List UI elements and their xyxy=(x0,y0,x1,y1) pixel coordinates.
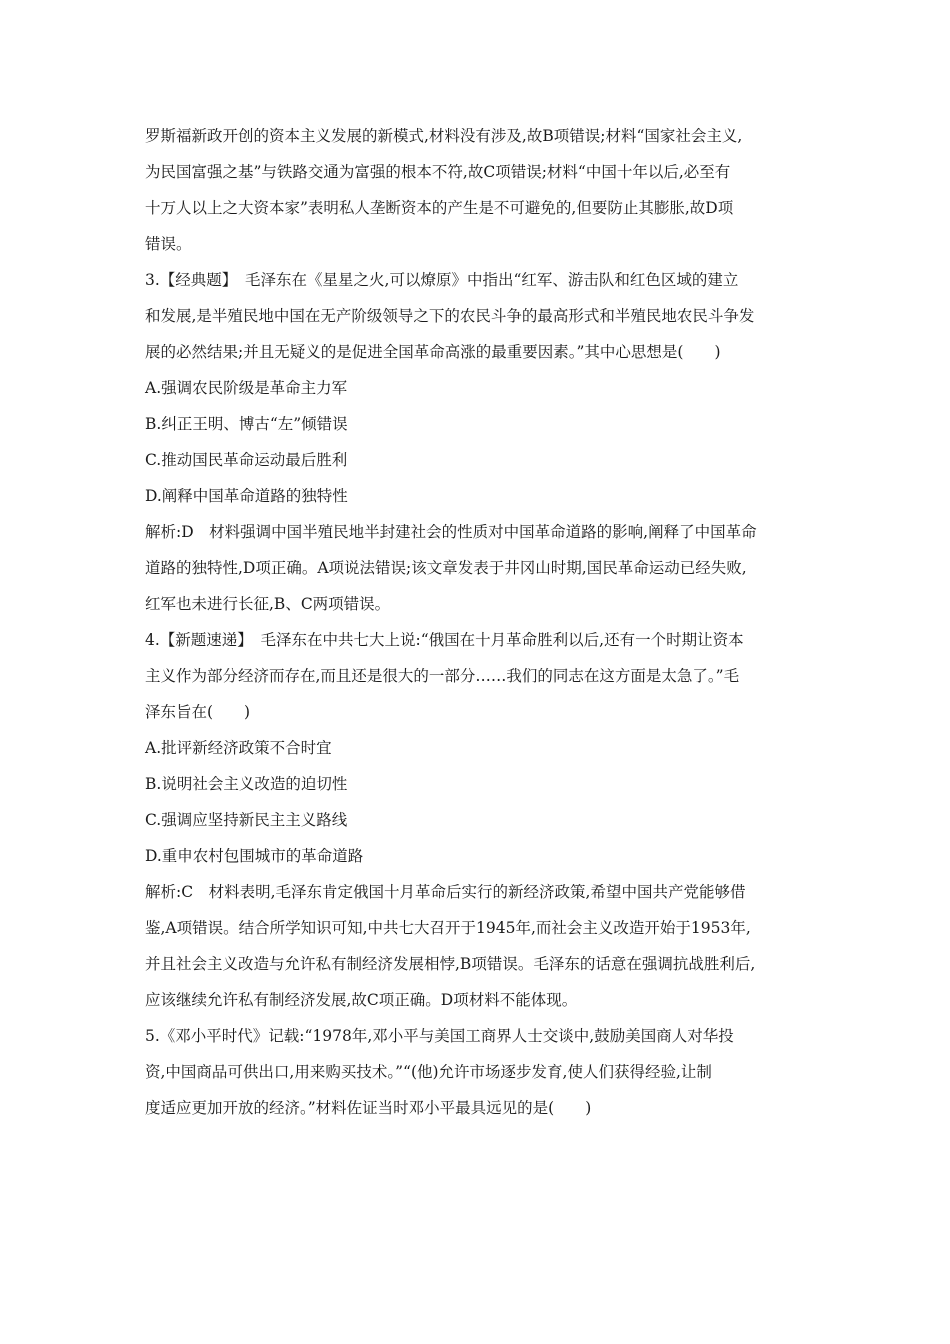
option-b: B.纠正王明、博古“左”倾错误 xyxy=(145,415,348,433)
analysis-line: 鉴,A项错误。结合所学知识可知,中共七大召开于1945年,而社会主义改造开始于1953年, xyxy=(145,919,751,937)
option-a: A.批评新经济政策不合时宜 xyxy=(145,739,332,757)
document-body xyxy=(145,118,810,1126)
analysis-line: 解析:C 材料表明,毛泽东肯定俄国十月革命后实行的新经济政策,希望中国共产党能够借 xyxy=(145,883,746,901)
option-a: A.强调农民阶级是革命主力军 xyxy=(145,379,348,397)
question-stem-line: 展的必然结果;并且无疑义的是促进全国革命高涨的最重要因素。”其中心思想是( ) xyxy=(145,343,721,361)
text-line: 十万人以上之大资本家”表明私人垄断资本的产生是不可避免的,但要防止其膨胀,故D项 xyxy=(145,199,734,217)
analysis-line: 应该继续允许私有制经济发展,故C项正确。D项材料不能体现。 xyxy=(145,991,578,1009)
question-stem-line: 度适应更加开放的经济。”材料佐证当时邓小平最具远见的是( ) xyxy=(145,1099,592,1117)
text-line: 罗斯福新政开创的资本主义发展的新模式,材料没有涉及,故B项错误;材料“国家社会主义, xyxy=(145,127,743,145)
analysis-line: 并且社会主义改造与允许私有制经济发展相悖,B项错误。毛泽东的话意在强调抗战胜利后, xyxy=(145,955,756,973)
question-stem-line: 主义作为部分经济而存在,而且还是很大的一部分……我们的同志在这方面是太急了。”毛 xyxy=(145,667,740,685)
question-stem-line: 和发展,是半殖民地中国在无产阶级领导之下的农民斗争的最高形式和半殖民地农民斗争发 xyxy=(145,307,755,325)
analysis-line: 红军也未进行长征,B、C两项错误。 xyxy=(145,595,391,613)
question-stem-line: 5.《邓小平时代》记载:“1978年,邓小平与美国工商界人士交谈中,鼓励美国商人对华投 xyxy=(145,1027,734,1045)
question-4 xyxy=(145,622,810,1018)
question-5 xyxy=(145,1018,810,1126)
option-c: C.强调应坚持新民主主义路线 xyxy=(145,811,348,829)
analysis-line: 道路的独特性,D项正确。A项说法错误;该文章发表于井冈山时期,国民革命运动已经失败, xyxy=(145,559,747,577)
question-3 xyxy=(145,262,810,622)
text-line: 错误。 xyxy=(145,235,192,253)
option-b: B.说明社会主义改造的迫切性 xyxy=(145,775,348,793)
question-stem-line: 资,中国商品可供出口,用来购买技术。”“(他)允许市场逐步发育,使人们获得经验,让制 xyxy=(145,1063,712,1081)
question-stem-line: 泽东旨在( ) xyxy=(145,703,251,721)
text-line: 为民国富强之基”与铁路交通为富强的根本不符,故C项错误;材料“中国十年以后,必至有 xyxy=(145,163,731,181)
question-stem-line: 3.【经典题】 毛泽东在《星星之火,可以燎原》中指出“红军、游击队和红色区域的建立 xyxy=(145,271,739,289)
option-c: C.推动国民革命运动最后胜利 xyxy=(145,451,348,469)
question-stem-line: 4.【新题速递】 毛泽东在中共七大上说:“俄国在十月革命胜利以后,还有一个时期让资本 xyxy=(145,631,744,649)
analysis-line: 解析:D 材料强调中国半殖民地半封建社会的性质对中国革命道路的影响,阐释了中国革命 xyxy=(145,523,757,541)
option-d: D.阐释中国革命道路的独特性 xyxy=(145,487,348,505)
intro-analysis xyxy=(145,118,810,262)
option-d: D.重申农村包围城市的革命道路 xyxy=(145,847,364,865)
